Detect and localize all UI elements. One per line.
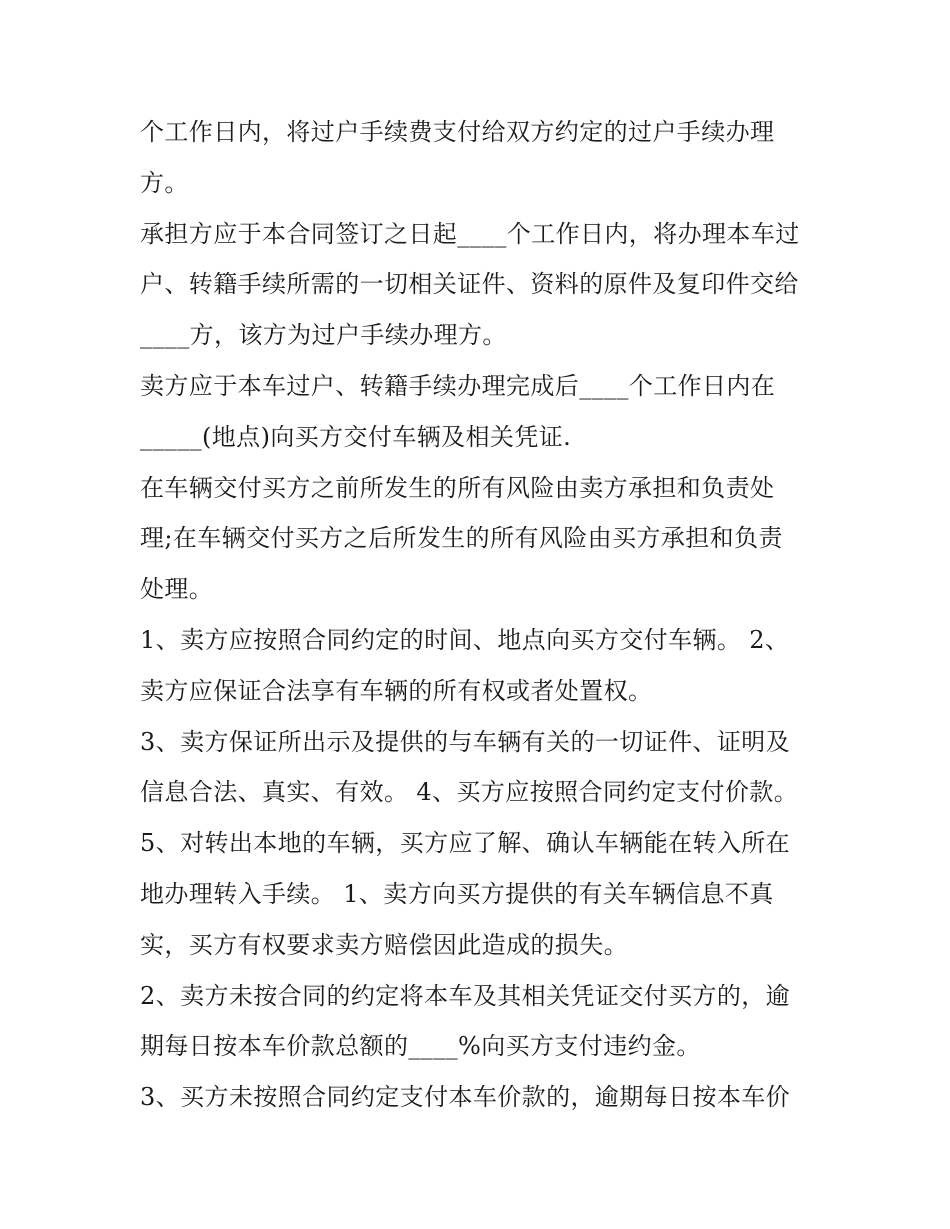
text-line: 1、卖方应按照合同约定的时间、地点向买方交付车辆。 2、: [140, 625, 790, 654]
text-line: 信息合法、真实、有效。 4、买方应按照合同约定支付价款。: [140, 778, 799, 807]
text-line: 处理。: [140, 575, 214, 604]
text-line: 地办理转入手续。 1、卖方向买方提供的有关车辆信息不真: [140, 879, 774, 908]
text-line: 户、转籍手续所需的一切相关证件、资料的原件及复印件交给: [140, 270, 799, 299]
text-line: 方。: [140, 168, 189, 197]
text-line: _____(地点)向买方交付车辆及相关凭证.: [140, 422, 572, 451]
text-line: 2、卖方未按合同的约定将本车及其相关凭证交付买方的，逾: [140, 981, 791, 1010]
text-line: 期每日按本车价款总额的____%向买方支付违约金。: [140, 1032, 701, 1061]
text-line: ____方，该方为过户手续办理方。: [140, 321, 507, 350]
text-line: 5、对转出本地的车辆，买方应了解、确认车辆能在转入所在: [140, 829, 791, 858]
text-line: 在车辆交付买方之前所发生的所有风险由卖方承担和负责处: [140, 473, 775, 502]
text-line: 理;在车辆交付买方之后所发生的所有风险由买方承担和负责: [140, 524, 783, 553]
text-line: 卖方应于本车过户、转籍手续办理完成后____个工作日内在: [140, 371, 776, 400]
text-line: 卖方应保证合法享有车辆的所有权或者处置权。: [140, 676, 653, 705]
text-line: 承担方应于本合同签订之日起____个工作日内，将办理本车过: [140, 219, 800, 248]
text-line: 3、买方未按照合同约定支付本车价款的，逾期每日按本车价: [140, 1083, 791, 1112]
text-line: 实，买方有权要求卖方赔偿因此造成的损失。: [140, 930, 628, 959]
text-line: 个工作日内，将过户手续费支付给双方约定的过户手续办理: [140, 118, 775, 146]
text-line: 3、卖方保证所出示及提供的与车辆有关的一切证件、证明及: [140, 727, 791, 756]
document-body: [140, 107, 820, 1123]
